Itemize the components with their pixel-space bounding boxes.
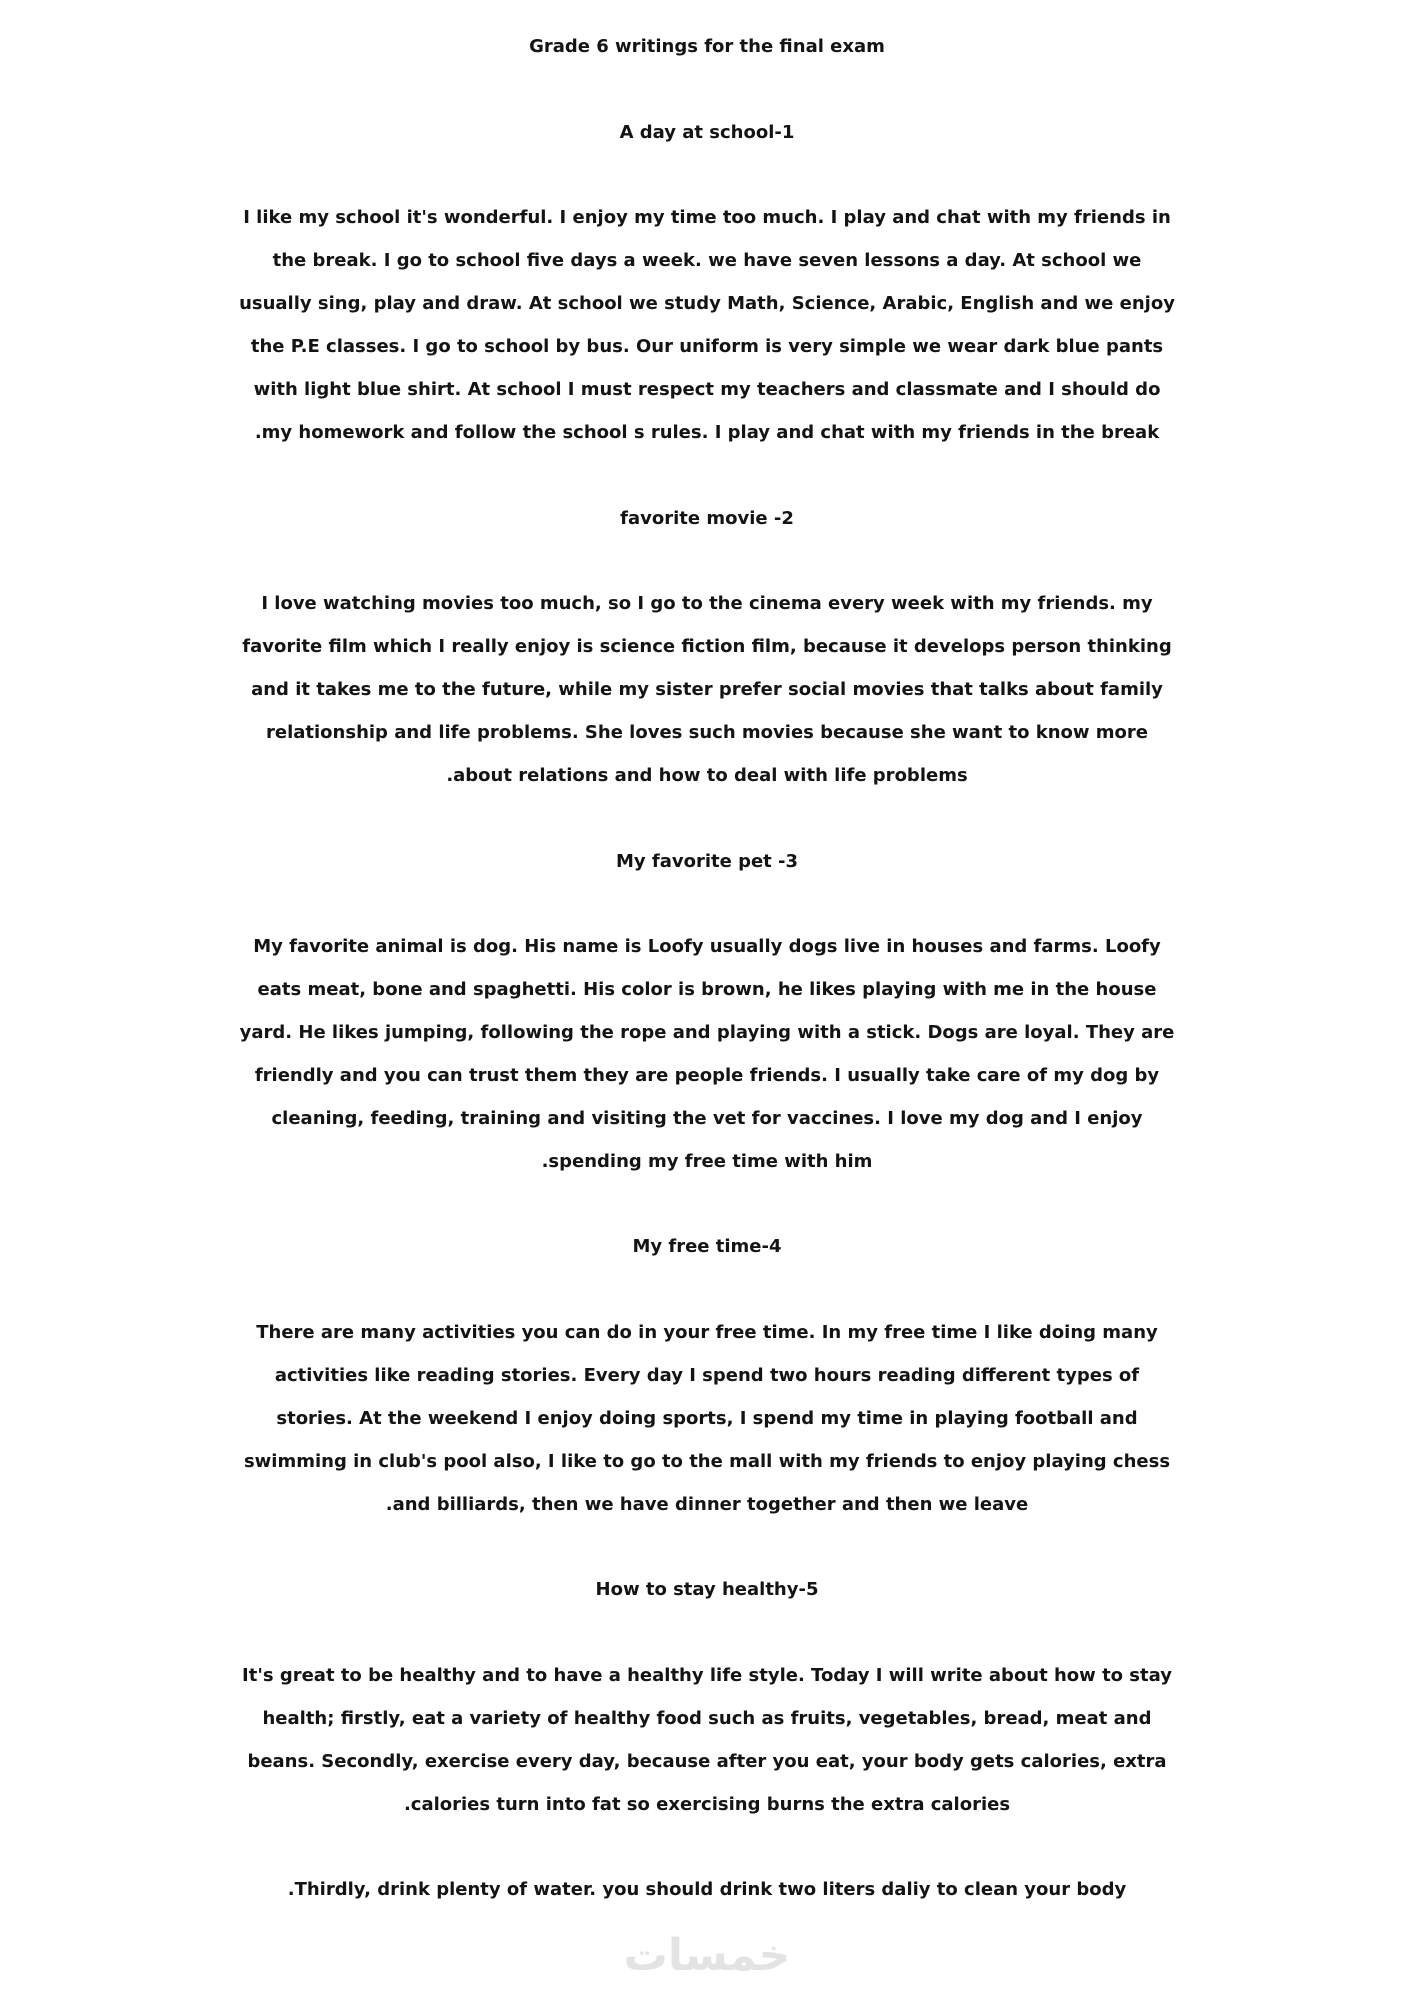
- section-4-line: swimming in club's pool also, I like to go to the mall with my friends to enjoy playing chess: [243, 1451, 1171, 1472]
- watermark-logo: خمسات: [623, 1930, 791, 1981]
- section-1-line: with light blue shirt. At school I must respect my teachers and classmate and I should do: [253, 379, 1161, 400]
- section-1-line: the P.E classes. I go to school by bus. Our uniform is very simple we wear dark blue pants: [250, 336, 1164, 357]
- section-1-line: I like my school it's wonderful. I enjoy my time too much. I play and chat with my friends in: [243, 207, 1171, 228]
- section-1-line: .my homework and follow the school s rules. I play and chat with my friends in the break: [254, 422, 1160, 443]
- section-2-line: I love watching movies too much, so I go to the cinema every week with my friends. my: [261, 593, 1153, 614]
- section-2-line: favorite film which I really enjoy is science fiction film, because it develops person thinking: [242, 636, 1172, 657]
- section-4-line: stories. At the weekend I enjoy doing sports, I spend my time in playing football and: [276, 1408, 1138, 1429]
- document-title: Grade 6 writings for the final exam: [529, 36, 885, 57]
- section-3-line: yard. He likes jumping, following the rope and playing with a stick. Dogs are loyal. They are: [239, 1022, 1175, 1043]
- section-3-heading: My favorite pet -3: [615, 851, 799, 872]
- section-4-line: .and billiards, then we have dinner together and then we leave: [385, 1494, 1029, 1515]
- section-3-line: cleaning, feeding, training and visiting the vet for vaccines. I love my dog and I enjoy: [271, 1108, 1143, 1129]
- section-5-line: beans. Secondly, exercise every day, because after you eat, your body gets calories, extra: [247, 1751, 1167, 1772]
- section-2-line: relationship and life problems. She loves such movies because she want to know more: [266, 722, 1148, 743]
- section-4-line: There are many activities you can do in your free time. In my free time I like doing many: [256, 1322, 1158, 1343]
- section-3-line: My favorite animal is dog. His name is Loofy usually dogs live in houses and farms. Loofy: [253, 936, 1161, 957]
- section-2-heading: favorite movie -2: [620, 508, 794, 529]
- section-5-heading: How to stay healthy-5: [595, 1579, 819, 1600]
- section-1-heading: A day at school-1: [619, 122, 795, 143]
- section-1-line: the break. I go to school five days a week. we have seven lessons a day. At school we: [272, 250, 1142, 271]
- section-4-heading: My free time-4: [632, 1236, 782, 1257]
- section-5-line: It's great to be healthy and to have a healthy life style. Today I will write about how to stay: [242, 1665, 1172, 1686]
- section-3-line: eats meat, bone and spaghetti. His color is brown, he likes playing with me in the house: [257, 979, 1157, 1000]
- section-5-line: health; firstly, eat a variety of healthy food such as fruits, vegetables, bread, meat and: [262, 1708, 1152, 1729]
- section-1-line: usually sing, play and draw. At school we study Math, Science, Arabic, English and we enjoy: [239, 293, 1175, 314]
- section-3-line: friendly and you can trust them they are people friends. I usually take care of my dog by: [254, 1065, 1160, 1086]
- section-5-extra-line: .Thirdly, drink plenty of water. you should drink two liters daliy to clean your body: [287, 1879, 1127, 1900]
- section-3-line: .spending my free time with him: [541, 1151, 873, 1172]
- section-2-line: .about relations and how to deal with life problems: [446, 765, 968, 786]
- section-5-line: .calories turn into fat so exercising burns the extra calories: [403, 1794, 1011, 1815]
- section-4-line: activities like reading stories. Every day I spend two hours reading different types of: [274, 1365, 1140, 1386]
- section-2-line: and it takes me to the future, while my sister prefer social movies that talks about family: [251, 679, 1163, 700]
